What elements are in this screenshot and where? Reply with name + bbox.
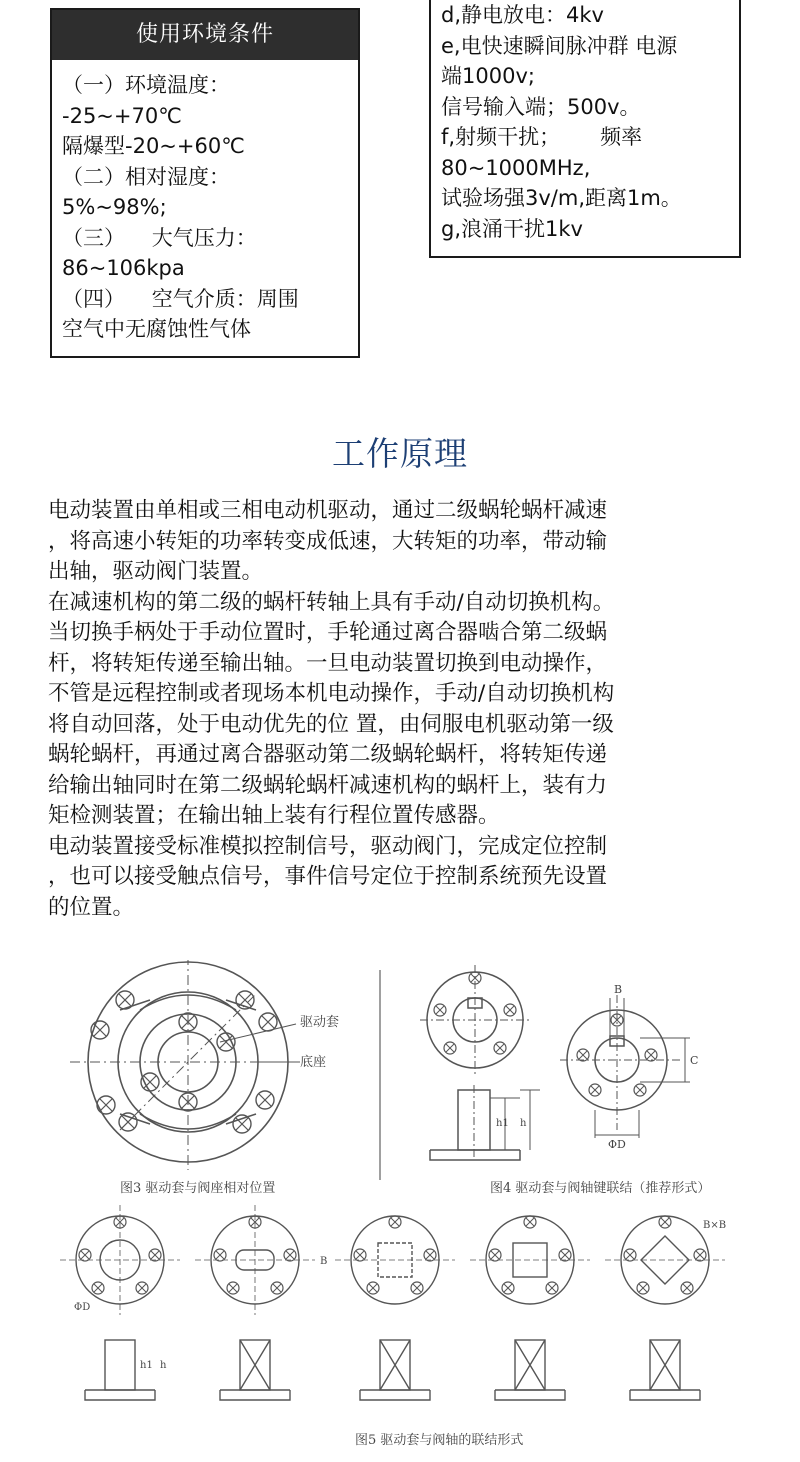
env-line: （三） 大气压力： [62, 225, 257, 250]
principle-line: 矩检测装置；在输出轴上装有行程位置传感器。 [48, 803, 500, 828]
figure-4-drawing [420, 965, 690, 1160]
principle-line: 电动装置由单相或三相电动机驱动，通过二级蜗轮蜗杆减速 [48, 498, 608, 523]
figure-5-label-d: ΦD [74, 1302, 91, 1313]
environment-conditions-title: 使用环境条件 [52, 10, 358, 60]
principle-line: 不管是远程控制或者现场本机电动操作，手动/自动切换机构 [48, 681, 615, 706]
figure-5-label-b: B [320, 1256, 328, 1267]
principle-line: 蜗轮蜗杆，再通过离合器驱动第二级蜗轮蜗杆，将转矩传递 [48, 742, 608, 767]
principle-line: 将自动回落，处于电动优先的位 置，由伺服电机驱动第一级 [48, 711, 614, 737]
emc-line: 信号输入端；500v。 [441, 94, 641, 119]
emc-line: f,射频干扰； 频率 [441, 125, 643, 149]
emc-line: e,电快速瞬间脉冲群 电源 [441, 33, 678, 58]
figure-5-label-h: h [160, 1360, 167, 1371]
figure-3-label-sleeve: 驱动套 [300, 1015, 340, 1030]
figure-3-label-base: 底座 [300, 1055, 327, 1070]
env-line: 隔爆型-20~+60℃ [62, 134, 245, 158]
principle-line: ，将高速小转矩的功率转变成低速，大转矩的功率，带动输 [48, 528, 608, 554]
figure-5-drawing [60, 1205, 725, 1315]
emc-line: g,浪涌干扰1kv [441, 216, 583, 241]
technical-drawings [0, 960, 800, 1460]
figure-5-label-h1: h1 [140, 1360, 153, 1371]
figure-5-label-bxb: B×B [703, 1220, 727, 1231]
env-line: -25~+70℃ [62, 103, 182, 128]
env-line: 86~106kpa [62, 256, 185, 280]
emc-line: d,静电放电：4kv [441, 3, 604, 27]
emc-line: 80~1000MHz, [441, 155, 591, 180]
figure-4-caption: 图4 驱动套与阀轴键联结（推荐形式） [490, 1181, 711, 1196]
figure-4-label-b: B [614, 983, 623, 996]
env-line: （一）环境温度： [62, 73, 230, 97]
emc-line: 端1000v; [441, 64, 535, 88]
principle-line: 电动装置接受标准模拟控制信号，驱动阀门，完成定位控制 [48, 833, 608, 859]
figure-3-drawing [70, 960, 310, 1170]
emc-line: 试验场强3v/m,距离1m。 [441, 186, 682, 210]
principle-line: 的位置。 [48, 894, 135, 920]
figure-4-label-h1: h1 [496, 1118, 509, 1129]
env-line: 空气中无腐蚀性气体 [62, 317, 251, 341]
principle-line: ，也可以接受触点信号，事件信号定位于控制系统预先设置 [48, 864, 608, 889]
environment-conditions-list [52, 60, 358, 345]
figure-4-label-d: ΦD [608, 1138, 626, 1151]
emc-conditions-box [429, 0, 741, 258]
env-line: （四） 空气介质：周围 [62, 286, 299, 311]
figure-3-caption: 图3 驱动套与阀座相对位置 [120, 1181, 276, 1196]
figure-5-caption: 图5 驱动套与阀轴的联结形式 [355, 1433, 524, 1448]
principle-line: 当切换手柄处于手动位置时，手轮通过离合器啮合第二级蜗 [48, 620, 608, 645]
env-line: （二）相对湿度： [62, 164, 230, 189]
principle-line: 出轴，驱动阀门装置。 [48, 559, 264, 584]
env-line: 5%~98%; [62, 195, 167, 219]
principle-line: 给输出轴同时在第二级蜗轮蜗杆减速机构的蜗杆上，装有力 [48, 772, 608, 798]
figure-4-label-c: C [690, 1054, 699, 1067]
environment-conditions-box [50, 8, 360, 358]
principle-line: 杆，将转矩传递至输出轴。一旦电动装置切换到电动操作， [48, 650, 608, 676]
principle-paragraph [48, 496, 768, 923]
figure-4-label-h: h [520, 1118, 527, 1129]
section-title: 工作原理 [332, 434, 468, 473]
principle-line: 在减速机构的第二级的蜗杆转轴上具有手动/自动切换机构。 [48, 589, 615, 615]
figure-5-shafts [85, 1340, 700, 1400]
